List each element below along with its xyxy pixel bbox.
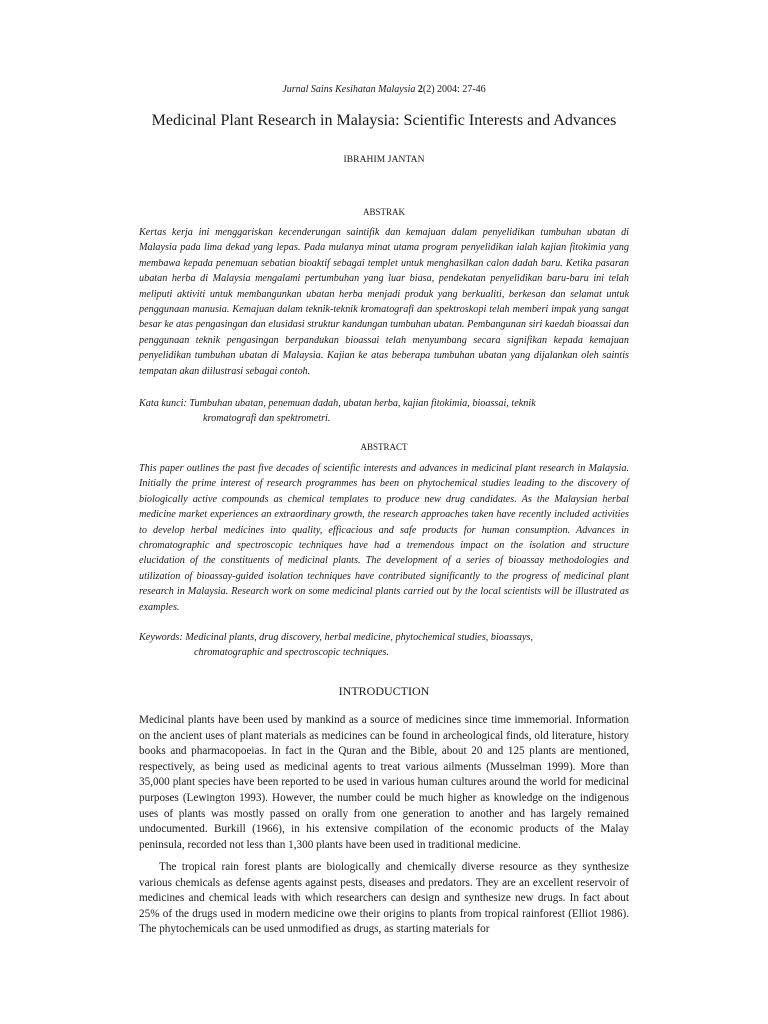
introduction-paragraph-1: Medicinal plants have been used by mankind as a source of medicines since time immemorial. Information on the ancient uses of plant materials as medicines can be found in archeological finds, old literature, history books and pharmacopoeias. In fact in the Quran and the Bible, about 20 and 125 plants are mentioned, respectively, as being used as medicinal agents to treat various ailments (Musselman 1999). More than 35,000 plant species have been reported to be used in various human cultures around the world for medicinal purposes (Lewington 1993). However, the number could be much higher as knowledge on the indigenous uses of plants was mostly passed on orally from one generation to another and has largely remained undocumented. Burkill (1966), in his extensive compilation of the economic products of the Malay peninsula, recorded not less than 1,300 plants have been used in traditional medicine.: [139, 714, 629, 851]
journal-volume: 2: [417, 84, 423, 95]
abstract-keywords-label: Keywords:: [139, 632, 183, 643]
abstrak-text: Kertas kerja ini menggariskan kecenderungan saintifik dan kemajuan dalam penyelidikan tumbuhan ubatan di Malaysia pada lima dekad yang lepas. Pada mulanya minat utama program penyelidikan ialah kajian fitokimia yang membawa kepada penemuan sebatian bioaktif sebagai templet untuk menghasilkan calon dadah baru. Ketika pasaran ubatan herba di Malaysia mengalami pertumbuhan yang luar biasa, pendekatan penyelidikan baru-baru ini telah meliputi aktiviti untuk membangunkan ubatan herba menjadi produk yang berkualiti, berkesan dan selamat untuk penggunaan manusia. Kemajuan dalam teknik-teknik kromatografi dan spektroskopi telah memberi impak yang sangat besar ke atas pengasingan dan elusidasi struktur kandungan tumbuhan ubatan. Pembangunan siri kaedah bioassai dan penggunaan teknik pengasingan berpandukan bioassai telah menyumbang secara signifikan kepada kemajuan penyelidikan tumbuhan ubatan di Malaysia. Kajian ke atas beberapa tumbuhan ubatan yang dijalankan oleh saintis tempatan akan diilustrasi sebagai contoh.: [139, 227, 629, 377]
abstract-keywords: [139, 630, 629, 661]
journal-issue-pages: (2) 2004: 27-46: [422, 84, 486, 95]
abstract-heading: ABSTRACT: [360, 442, 408, 452]
abstrak-keywords-line1: Tumbuhan ubatan, penemuan dadah, ubatan herba, kajian fitokimia, bioassai, teknik: [189, 398, 536, 409]
abstract-text: This paper outlines the past five decades of scientific interests and advances in medicinal plant research in Malaysia. Initially the prime interest of research programmes has been on phytochemical studies leading to the discovery of biologically active compounds as chemical templates to produce new drug candidates. As the Malaysian herbal medicine market experiences an extraordinary growth, the research approaches taken have recently included activities to develop herbal medicines into quality, efficacious and safe products for human consumption. Advances in chromatographic and spectroscopic techniques have had a tremendous impact on the isolation and structure elucidation of the constituents of medicinal plants. The development of a series of bioassay methodologies and utilization of bioassay-guided isolation techniques have contributed significantly to the progress of medicinal plant research in Malaysia. Research work on some medicinal plants carried out by the local scientists will be illustrated as examples.: [139, 463, 629, 613]
paper-title: Medicinal Plant Research in Malaysia: Scientific Interests and Advances: [151, 112, 617, 129]
introduction-heading: INTRODUCTION: [338, 684, 430, 698]
journal-citation: [0, 84, 768, 95]
abstract-keywords-line1: Medicinal plants, drug discovery, herbal medicine, phytochemical studies, bioassays,: [185, 632, 534, 643]
author-name: IBRAHIM JANTAN: [343, 155, 425, 165]
abstract-keywords-line2: chromatographic and spectroscopic techniques.: [194, 647, 390, 659]
introduction-paragraph-2: The tropical rain forest plants are biologically and chemically diverse resource as they synthesize various chemicals as defense agents against pests, diseases and predators. They are an excellent reservoir of medicines and chemical leads with which researchers can design and synthesize new drugs. In fact about 25% of the drugs used in modern medicine owe their origins to plants from tropical rainforest (Elliot 1986). The phytochemicals can be used unmodified as drugs, as starting materials for: [139, 861, 629, 936]
journal-name: Jurnal Sains Kesihatan Malaysia: [282, 84, 416, 95]
abstrak-keywords-line2: kromatografi dan spektrometri.: [203, 413, 331, 425]
abstrak-keywords-label: Kata kunci:: [139, 398, 187, 409]
abstrak-keywords: [139, 396, 629, 427]
abstrak-heading: ABSTRAK: [362, 207, 405, 217]
